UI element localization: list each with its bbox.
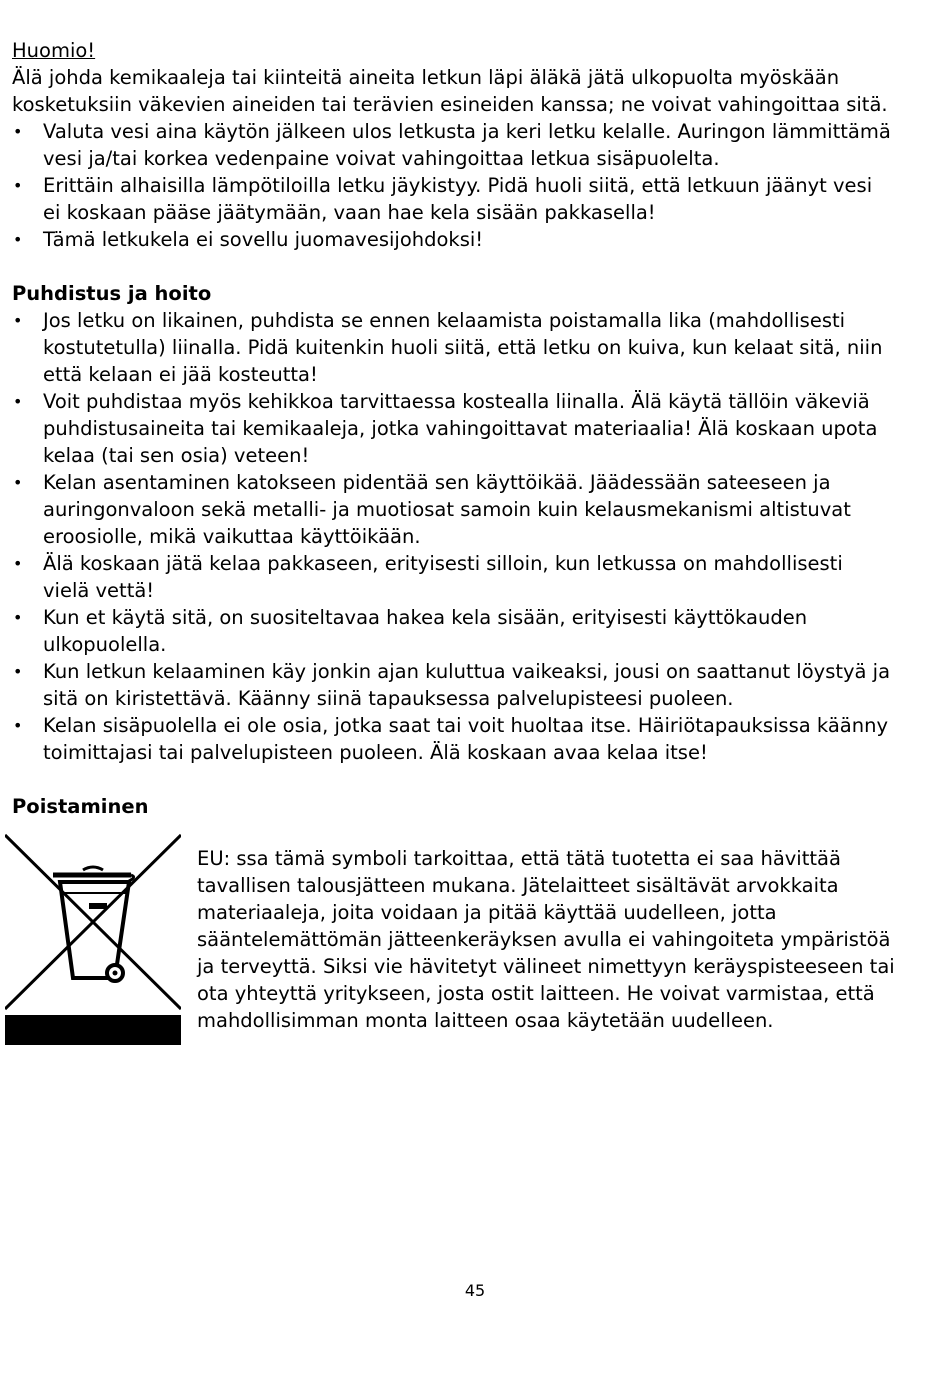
cleaning-list — [12, 307, 892, 766]
list-item — [12, 712, 892, 766]
disposal-section — [12, 833, 895, 1073]
bullet-icon: • — [13, 392, 23, 411]
caution-list — [12, 118, 892, 253]
bullet-icon: • — [13, 230, 23, 249]
list-item — [12, 469, 892, 550]
list-item-text: Erittäin alhaisilla lämpötiloilla letku jäykistyy. Pidä huoli siitä, että letkuun jäänyt vesi ei koskaan pääse jäätymään, vaan hae kela sisään pakkasella! — [43, 174, 873, 224]
crossed-out-wheelie-bin-icon — [5, 833, 181, 1045]
list-item-text: Älä koskaan jätä kelaa pakkaseen, erityisesti silloin, kun letkussa on mahdollisesti vielä vettä! — [43, 552, 843, 602]
disposal-heading: Poistaminen — [12, 795, 149, 818]
list-item — [12, 658, 892, 712]
list-item-text: Kelan sisäpuolella ei ole osia, jotka saat tai voit huoltaa itse. Häiriötapauksissa käänny toimittajasi tai palvelupisteen puoleen. Älä koskaan avaa kelaa itse! — [43, 714, 888, 764]
bullet-icon: • — [13, 716, 23, 735]
page-number: 45 — [464, 1281, 486, 1300]
cleaning-heading: Puhdistus ja hoito — [12, 282, 212, 305]
list-item-text: Tämä letkukela ei sovellu juomavesijohdoksi! — [43, 228, 484, 251]
list-item — [12, 550, 892, 604]
list-item-text: Kun letkun kelaaminen käy jonkin ajan kuluttua vaikeaksi, jousi on saattanut löystyä ja sitä on kiristettävä. Käänny siinä tapauksessa palvelupisteesi puoleen. — [43, 660, 891, 710]
bullet-icon: • — [13, 311, 23, 330]
list-item — [12, 118, 892, 172]
list-item — [12, 604, 892, 658]
bullet-icon: • — [13, 122, 23, 141]
list-item — [12, 388, 892, 469]
bullet-icon: • — [13, 608, 23, 627]
bullet-icon: • — [13, 176, 23, 195]
list-item — [12, 172, 892, 226]
bullet-icon: • — [13, 662, 23, 681]
bullet-icon: • — [13, 473, 23, 492]
list-item-text: Kelan asentaminen katokseen pidentää sen käyttöikää. Jäädessään sateeseen ja auringonvaloon sekä metalli- ja muotiosat samoin kuin kelausmekanismi altistuvat eroosiolle, mikä vaikuttaa käyttöikään. — [43, 471, 851, 548]
document-page — [12, 37, 895, 1073]
caution-title: Huomio! — [12, 39, 96, 62]
list-item-text: Jos letku on likainen, puhdista se ennen kelaamista poistamalla lika (mahdollisesti kostutetulla) liinalla. Pidä kuitenkin huoli siitä, että letku on kuiva, kun kelaat sitä, niin että kelaan ei jää kosteutta! — [43, 309, 883, 386]
list-item — [12, 226, 892, 253]
disposal-text: EU: ssa tämä symboli tarkoittaa, että tätä tuotetta ei saa hävittää tavallisen talousjätteen mukana. Jätelaitteet sisältävät arvokkaita materiaaleja, joita voidaan ja pitää käyttää uudelleen, jotta sääntelemättömän jätteenkeräyksen avulla ei vahingoiteta ympäristöä ja terveyttä. Siksi vie hävitetyt välineet nimettyyn keräyspisteeseen tai ota yhteyttä yritykseen, josta ostit laitteen. He voivat varmistaa, että mahdollisimman monta laitteen osaa käytetään uudelleen. — [197, 847, 895, 1032]
list-item-text: Kun et käytä sitä, on suositeltavaa hakea kela sisään, erityisesti käyttökauden ulkopuolella. — [43, 606, 808, 656]
bullet-icon: • — [13, 554, 23, 573]
list-item-text: Valuta vesi aina käytön jälkeen ulos letkusta ja keri letku kelalle. Auringon lämmittämä vesi ja/tai korkea vedenpaine voivat vahingoittaa letkua sisäpuolelta. — [43, 120, 891, 170]
list-item — [12, 307, 892, 388]
caution-text: Älä johda kemikaaleja tai kiinteitä aineita letkun läpi äläkä jätä ulkopuolta myöskään kosketuksiin väkevien aineiden tai terävien esineiden kanssa; ne voivat vahingoittaa sitä. — [12, 66, 888, 116]
list-item-text: Voit puhdistaa myös kehikkoa tarvittaessa kostealla liinalla. Älä käytä tällöin väkeviä puhdistusaineita tai kemikaaleja, jotka vahingoittavat materiaalia! Älä koskaan upota kelaa (tai sen osia) veteen! — [43, 390, 878, 467]
